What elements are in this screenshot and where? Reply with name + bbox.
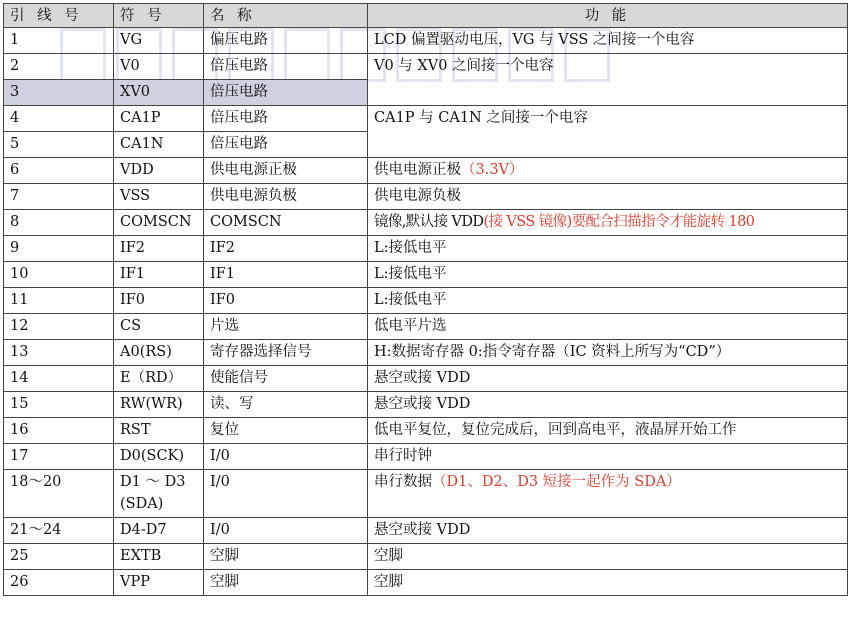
symbol-cell: CA1N [114, 132, 204, 158]
function-cell: 串行时钟 [368, 444, 848, 470]
name-cell: COMSCN [204, 210, 368, 236]
pin-cell: 2 [4, 54, 114, 80]
pin-cell: 6 [4, 158, 114, 184]
pin-cell: 8 [4, 210, 114, 236]
table-row [4, 366, 848, 392]
symbol-cell: COMSCN [114, 210, 204, 236]
name-cell: I/0 [204, 518, 368, 544]
table-row [4, 518, 848, 544]
table-row [4, 106, 848, 132]
function-cell: L:接低电平 [368, 236, 848, 262]
symbol-cell: XV0 [114, 80, 204, 106]
function-note: （D1、D2、D3 短接一起作为 SDA） [432, 474, 681, 490]
table-row [4, 340, 848, 366]
symbol-cell: VPP [114, 570, 204, 596]
symbol-cell: IF2 [114, 236, 204, 262]
function-cell: CA1P 与 CA1N 之间接一个电容 [368, 106, 848, 158]
pin-cell: 14 [4, 366, 114, 392]
table-row [4, 418, 848, 444]
name-cell: 片选 [204, 314, 368, 340]
pin-table [3, 3, 848, 596]
name-cell: 供电电源正极 [204, 158, 368, 184]
function-text: 镜像,默认接 VDD [374, 214, 484, 230]
symbol-cell: V0 [114, 54, 204, 80]
pin-cell: 7 [4, 184, 114, 210]
table-header [4, 4, 848, 28]
name-cell: 空脚 [204, 570, 368, 596]
function-cell: LCD 偏置驱动电压，VG 与 VSS 之间接一个电容 [368, 28, 848, 54]
table-row [4, 288, 848, 314]
name-cell: IF2 [204, 236, 368, 262]
name-cell: 倍压电路 [204, 132, 368, 158]
name-cell: 寄存器选择信号 [204, 340, 368, 366]
function-cell: 低电平复位，复位完成后，回到高电平，液晶屏开始工作 [368, 418, 848, 444]
function-cell [368, 210, 848, 236]
name-cell: I/0 [204, 444, 368, 470]
symbol-cell: D4-D7 [114, 518, 204, 544]
function-cell: 空脚 [368, 570, 848, 596]
name-cell: 倍压电路 [204, 80, 368, 106]
table-row [4, 314, 848, 340]
name-cell: 读、写 [204, 392, 368, 418]
pin-cell: 11 [4, 288, 114, 314]
pin-cell: 12 [4, 314, 114, 340]
pin-cell: 25 [4, 544, 114, 570]
function-cell: H:数据寄存器 0:指令寄存器（IC 资料上所写为“CD”） [368, 340, 848, 366]
symbol-cell: A0(RS) [114, 340, 204, 366]
symbol-cell: EXTB [114, 544, 204, 570]
table-row [4, 184, 848, 210]
function-cell: 低电平片选 [368, 314, 848, 340]
symbol-cell: CA1P [114, 106, 204, 132]
name-cell: IF0 [204, 288, 368, 314]
function-cell: 悬空或接 VDD [368, 366, 848, 392]
function-cell: 悬空或接 VDD [368, 518, 848, 544]
function-cell: L:接低电平 [368, 262, 848, 288]
pin-cell: 9 [4, 236, 114, 262]
table-row [4, 28, 848, 54]
table-row [4, 54, 848, 80]
symbol-cell: RW(WR) [114, 392, 204, 418]
symbol-cell: D1 ～ D3 (SDA) [114, 470, 204, 518]
table-row [4, 158, 848, 184]
table-row [4, 470, 848, 518]
name-cell: 倍压电路 [204, 54, 368, 80]
symbol-cell: CS [114, 314, 204, 340]
function-cell [368, 158, 848, 184]
header-pin: 引 线 号 [4, 4, 114, 28]
pin-cell: 1 [4, 28, 114, 54]
table-row [4, 570, 848, 596]
function-text: 串行数据 [374, 474, 432, 490]
pin-cell: 5 [4, 132, 114, 158]
symbol-cell: IF1 [114, 262, 204, 288]
function-cell: V0 与 XV0 之间接一个电容 [368, 54, 848, 106]
pin-cell: 17 [4, 444, 114, 470]
header-symbol: 符 号 [114, 4, 204, 28]
name-cell: 使能信号 [204, 366, 368, 392]
pin-cell: 4 [4, 106, 114, 132]
name-cell: 倍压电路 [204, 106, 368, 132]
name-cell: IF1 [204, 262, 368, 288]
header-function: 功 能 [368, 4, 848, 28]
function-cell: 悬空或接 VDD [368, 392, 848, 418]
function-note: (接 VSS 镜像)要配合扫描指令才能旋转 180 [483, 214, 755, 230]
name-cell: 偏压电路 [204, 28, 368, 54]
function-cell: L:接低电平 [368, 288, 848, 314]
symbol-cell: E（RD） [114, 366, 204, 392]
symbol-cell: VSS [114, 184, 204, 210]
symbol-cell: VDD [114, 158, 204, 184]
table-row [4, 262, 848, 288]
pin-cell: 3 [4, 80, 114, 106]
pin-cell: 13 [4, 340, 114, 366]
function-cell: 空脚 [368, 544, 848, 570]
table-row [4, 210, 848, 236]
symbol-cell: RST [114, 418, 204, 444]
header-name: 名 称 [204, 4, 368, 28]
pin-cell: 26 [4, 570, 114, 596]
table-row [4, 444, 848, 470]
pin-cell: 10 [4, 262, 114, 288]
name-cell: 复位 [204, 418, 368, 444]
symbol-cell: VG [114, 28, 204, 54]
name-cell: 空脚 [204, 544, 368, 570]
pin-cell: 21～24 [4, 518, 114, 544]
symbol-cell: IF0 [114, 288, 204, 314]
table-row [4, 236, 848, 262]
function-cell [368, 470, 848, 518]
symbol-cell: D0(SCK) [114, 444, 204, 470]
pin-cell: 18～20 [4, 470, 114, 518]
function-note: （3.3V） [461, 162, 524, 178]
function-cell: 供电电源负极 [368, 184, 848, 210]
name-cell: 供电电源负极 [204, 184, 368, 210]
table-row [4, 544, 848, 570]
function-text: 供电电源正极 [374, 162, 461, 178]
pin-cell: 15 [4, 392, 114, 418]
table-row [4, 392, 848, 418]
pin-cell: 16 [4, 418, 114, 444]
name-cell: I/0 [204, 470, 368, 518]
